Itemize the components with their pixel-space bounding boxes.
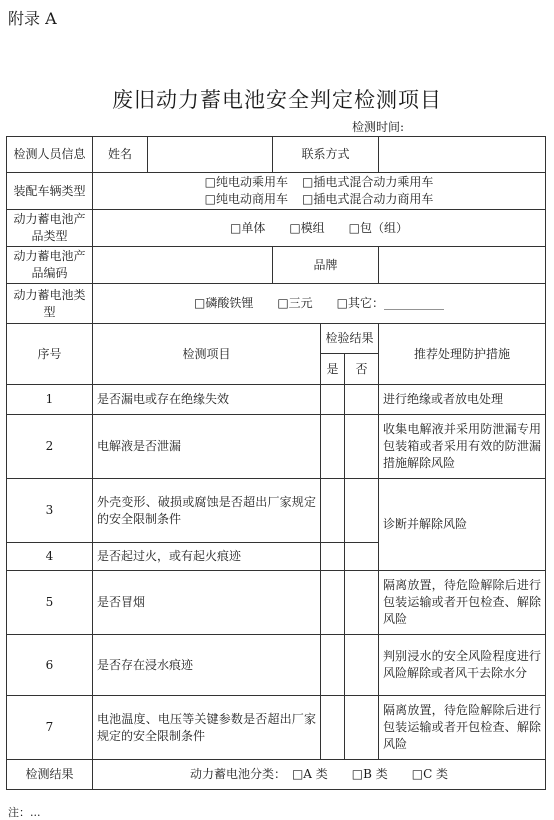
table-row <box>7 696 546 760</box>
row-yes-cell[interactable] <box>321 385 345 415</box>
product-code-value-cell[interactable] <box>93 247 273 284</box>
row-seq: 6 <box>7 635 93 696</box>
product-type-row <box>7 210 546 247</box>
footer-note: 注：... <box>8 806 41 819</box>
row-item: 是否冒烟 <box>93 571 321 635</box>
vehicle-type-row <box>7 173 546 210</box>
row-item: 电解液是否泄漏 <box>93 415 321 479</box>
vehicle-option-bev-passenger[interactable]: □纯电动乘用车 <box>204 175 288 189</box>
row-item: 电池温度、电压等关键参数是否超出厂家规定的安全限制条件 <box>93 696 321 760</box>
row-seq: 1 <box>7 385 93 415</box>
row-measure: 收集电解液并采用防泄漏专用包装箱或者采用有效的防泄漏措施解除风险 <box>379 415 546 479</box>
vehicle-option-phev-passenger[interactable]: □插电式混合动力乘用车 <box>302 175 434 189</box>
classification-options[interactable]: 动力蓄电池分类： □A 类 □B 类 □C 类 <box>93 760 546 790</box>
row-no-cell[interactable] <box>345 571 379 635</box>
row-yes-cell[interactable] <box>321 571 345 635</box>
row-yes-cell[interactable] <box>321 479 345 543</box>
product-code-row <box>7 247 546 284</box>
contact-value-cell[interactable] <box>379 137 546 173</box>
row-no-cell[interactable] <box>345 635 379 696</box>
battery-type-label: 动力蓄电池类型 <box>7 284 93 324</box>
table-row <box>7 415 546 479</box>
inspector-label: 检测人员信息 <box>7 137 93 173</box>
row-yes-cell[interactable] <box>321 696 345 760</box>
row-seq: 2 <box>7 415 93 479</box>
row-measure: 判别浸水的安全风险程度进行风险解除或者风干去除水分 <box>379 635 546 696</box>
vehicle-options <box>93 173 546 210</box>
measure-header: 推荐处理防护措施 <box>379 324 546 385</box>
result-row <box>7 760 546 790</box>
appendix-label: 附录 A <box>8 9 57 28</box>
row-yes-cell[interactable] <box>321 415 345 479</box>
table-row <box>7 571 546 635</box>
inspector-row <box>7 137 546 173</box>
table-row <box>7 635 546 696</box>
contact-label: 联系方式 <box>273 137 379 173</box>
inspection-table <box>6 136 546 790</box>
row-yes-cell[interactable] <box>321 635 345 696</box>
inspection-time-label: 检测时间: <box>352 120 405 134</box>
row-seq: 7 <box>7 696 93 760</box>
battery-type-row <box>7 284 546 324</box>
row-item: 外壳变形、破损或腐蚀是否超出厂家规定的安全限制条件 <box>93 479 321 543</box>
item-header: 检测项目 <box>93 324 321 385</box>
row-measure: 隔离放置，待危险解除后进行包装运输或者开包检查、解除风险 <box>379 696 546 760</box>
row-measure: 进行绝缘或者放电处理 <box>379 385 546 415</box>
row-no-cell[interactable] <box>345 543 379 571</box>
brand-label: 品牌 <box>273 247 379 284</box>
no-header: 否 <box>345 354 379 385</box>
row-item: 是否漏电或存在绝缘失效 <box>93 385 321 415</box>
table-row <box>7 479 546 543</box>
yes-header: 是 <box>321 354 345 385</box>
product-type-label: 动力蓄电池产品类型 <box>7 210 93 247</box>
row-no-cell[interactable] <box>345 415 379 479</box>
table-row <box>7 385 546 415</box>
product-code-label: 动力蓄电池产品编码 <box>7 247 93 284</box>
row-no-cell[interactable] <box>345 696 379 760</box>
row-item: 是否起过火，或有起火痕迹 <box>93 543 321 571</box>
row-measure: 诊断并解除风险 <box>379 479 546 571</box>
product-type-options[interactable]: □单体 □模组 □包（组） <box>93 210 546 247</box>
name-value-cell[interactable] <box>148 137 273 173</box>
row-item: 是否存在浸水痕迹 <box>93 635 321 696</box>
result-header: 检验结果 <box>321 324 379 354</box>
row-yes-cell[interactable] <box>321 543 345 571</box>
row-seq: 3 <box>7 479 93 543</box>
seq-header: 序号 <box>7 324 93 385</box>
vehicle-option-phev-commercial[interactable]: □插电式混合动力商用车 <box>302 192 434 206</box>
header-row <box>7 324 546 354</box>
vehicle-option-bev-commercial[interactable]: □纯电动商用车 <box>204 192 288 206</box>
name-label: 姓名 <box>93 137 148 173</box>
battery-type-options[interactable]: □磷酸铁锂 □三元 □其它：__________ <box>93 284 546 324</box>
brand-value-cell[interactable] <box>379 247 546 284</box>
row-seq: 4 <box>7 543 93 571</box>
row-no-cell[interactable] <box>345 385 379 415</box>
row-measure: 隔离放置，待危险解除后进行包装运输或者开包检查、解除风险 <box>379 571 546 635</box>
document-title: 废旧动力蓄电池安全判定检测项目 <box>112 88 442 112</box>
result-label: 检测结果 <box>7 760 93 790</box>
vehicle-type-label: 装配车辆类型 <box>7 173 93 210</box>
row-seq: 5 <box>7 571 93 635</box>
row-no-cell[interactable] <box>345 479 379 543</box>
